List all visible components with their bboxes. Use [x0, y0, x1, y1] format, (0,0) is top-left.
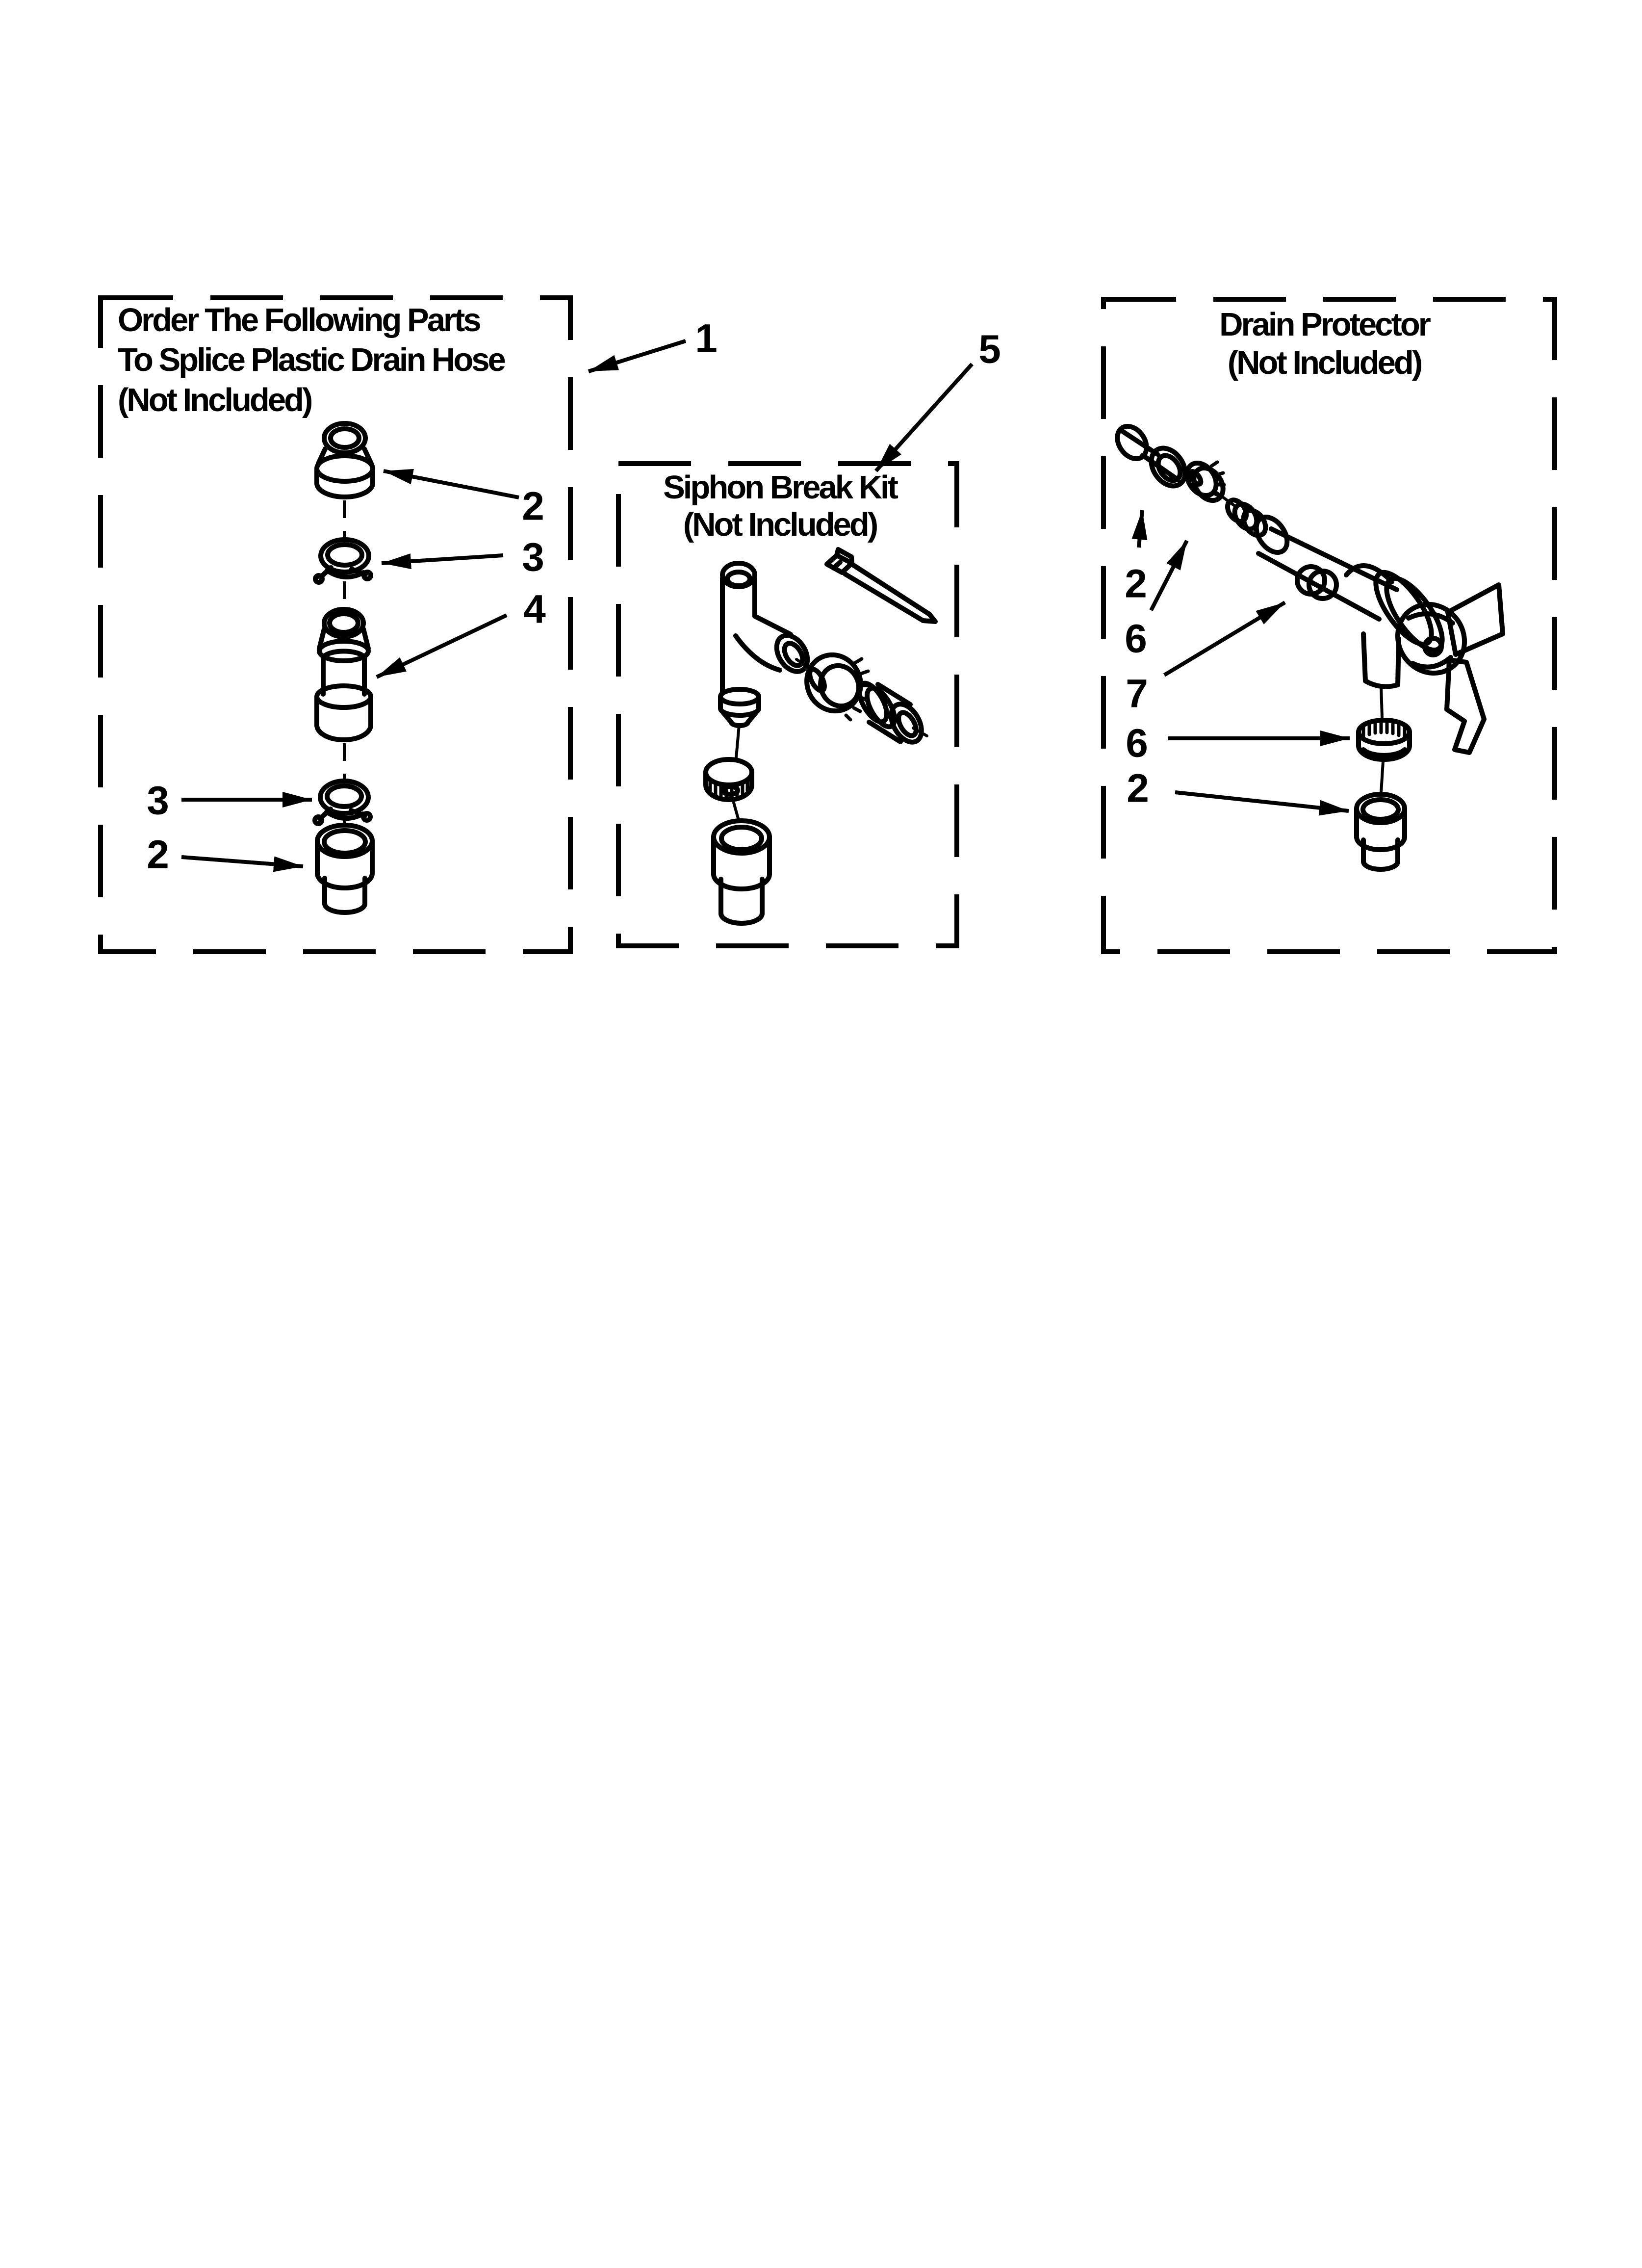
callout-2-drain-top-label: 2 [1125, 561, 1147, 606]
callout-4-label: 4 [523, 587, 546, 632]
zip-tie-icon [827, 549, 935, 622]
callout-5-label: 5 [978, 327, 1001, 372]
panel-splice-parts [101, 298, 570, 952]
splice-connector-icon [317, 609, 371, 740]
callout-7-label: 7 [1126, 671, 1148, 716]
hose-clamp-upper-icon [315, 540, 371, 582]
callout-6-drain-bottom-label: 6 [1126, 721, 1148, 766]
drain-panel-dashed-border [1103, 299, 1555, 952]
callout-1-arrow [589, 341, 686, 371]
panel-drain-protector [1103, 299, 1555, 952]
callout-1-label: 1 [695, 316, 718, 361]
hose-clamp-lower-icon [315, 781, 370, 824]
panel-siphon-break-kit [618, 464, 957, 946]
axis-line [736, 725, 739, 758]
callout-2-left-arrow [181, 857, 303, 866]
drain-protector-body-icon [1224, 496, 1503, 753]
hose-coupler-bottom-icon [317, 825, 372, 912]
axis-line [734, 803, 738, 818]
callout-3-left-label: 3 [147, 778, 169, 823]
drain-coupler-top-icon [1111, 421, 1192, 493]
callout-6-drain-top-arrow [1151, 541, 1187, 610]
washer-ring-icon [706, 759, 752, 800]
callout-3-arrow [382, 555, 503, 563]
callout-3-label: 3 [522, 535, 544, 580]
callout-2-drain-bottom-arrow [1175, 792, 1349, 811]
callout-2-left-label: 2 [147, 832, 169, 877]
hose-adapter-icon [854, 679, 928, 747]
splice-panel-title-line2: To Splice Plastic Drain Hose [118, 341, 504, 378]
drain-clamp-ring-icon [1359, 720, 1410, 759]
siphon-end-cap-icon [714, 821, 770, 923]
splice-panel-title-line1: Order The Following Parts [118, 302, 480, 339]
hose-coupler-top-icon [317, 423, 373, 497]
axis-line [1381, 686, 1382, 717]
siphon-panel-title-line2: (Not Included) [683, 506, 877, 543]
callout-2-label: 2 [522, 484, 544, 529]
drain-ring-nut-icon [1181, 458, 1229, 506]
callout-6-drain-top-label: 6 [1125, 616, 1147, 661]
drain-panel-title-line2: (Not Included) [1227, 344, 1421, 381]
siphon-break-tube-icon [720, 563, 814, 726]
callout-2-drain-top-arrow [1139, 510, 1142, 547]
callout-7-arrow [1164, 602, 1285, 675]
siphon-panel-title-line1: Siphon Break Kit [663, 469, 897, 506]
splice-panel-title-line3: (Not Included) [118, 382, 311, 418]
callout-2-arrow [384, 471, 519, 497]
callout-2-drain-bottom-label: 2 [1127, 766, 1149, 811]
axis-line [1381, 761, 1383, 793]
drain-end-cap-icon [1357, 794, 1405, 869]
callout-5-arrow [876, 364, 972, 471]
drain-panel-title-line1: Drain Protector [1219, 306, 1429, 343]
callout-4-arrow [377, 615, 507, 677]
